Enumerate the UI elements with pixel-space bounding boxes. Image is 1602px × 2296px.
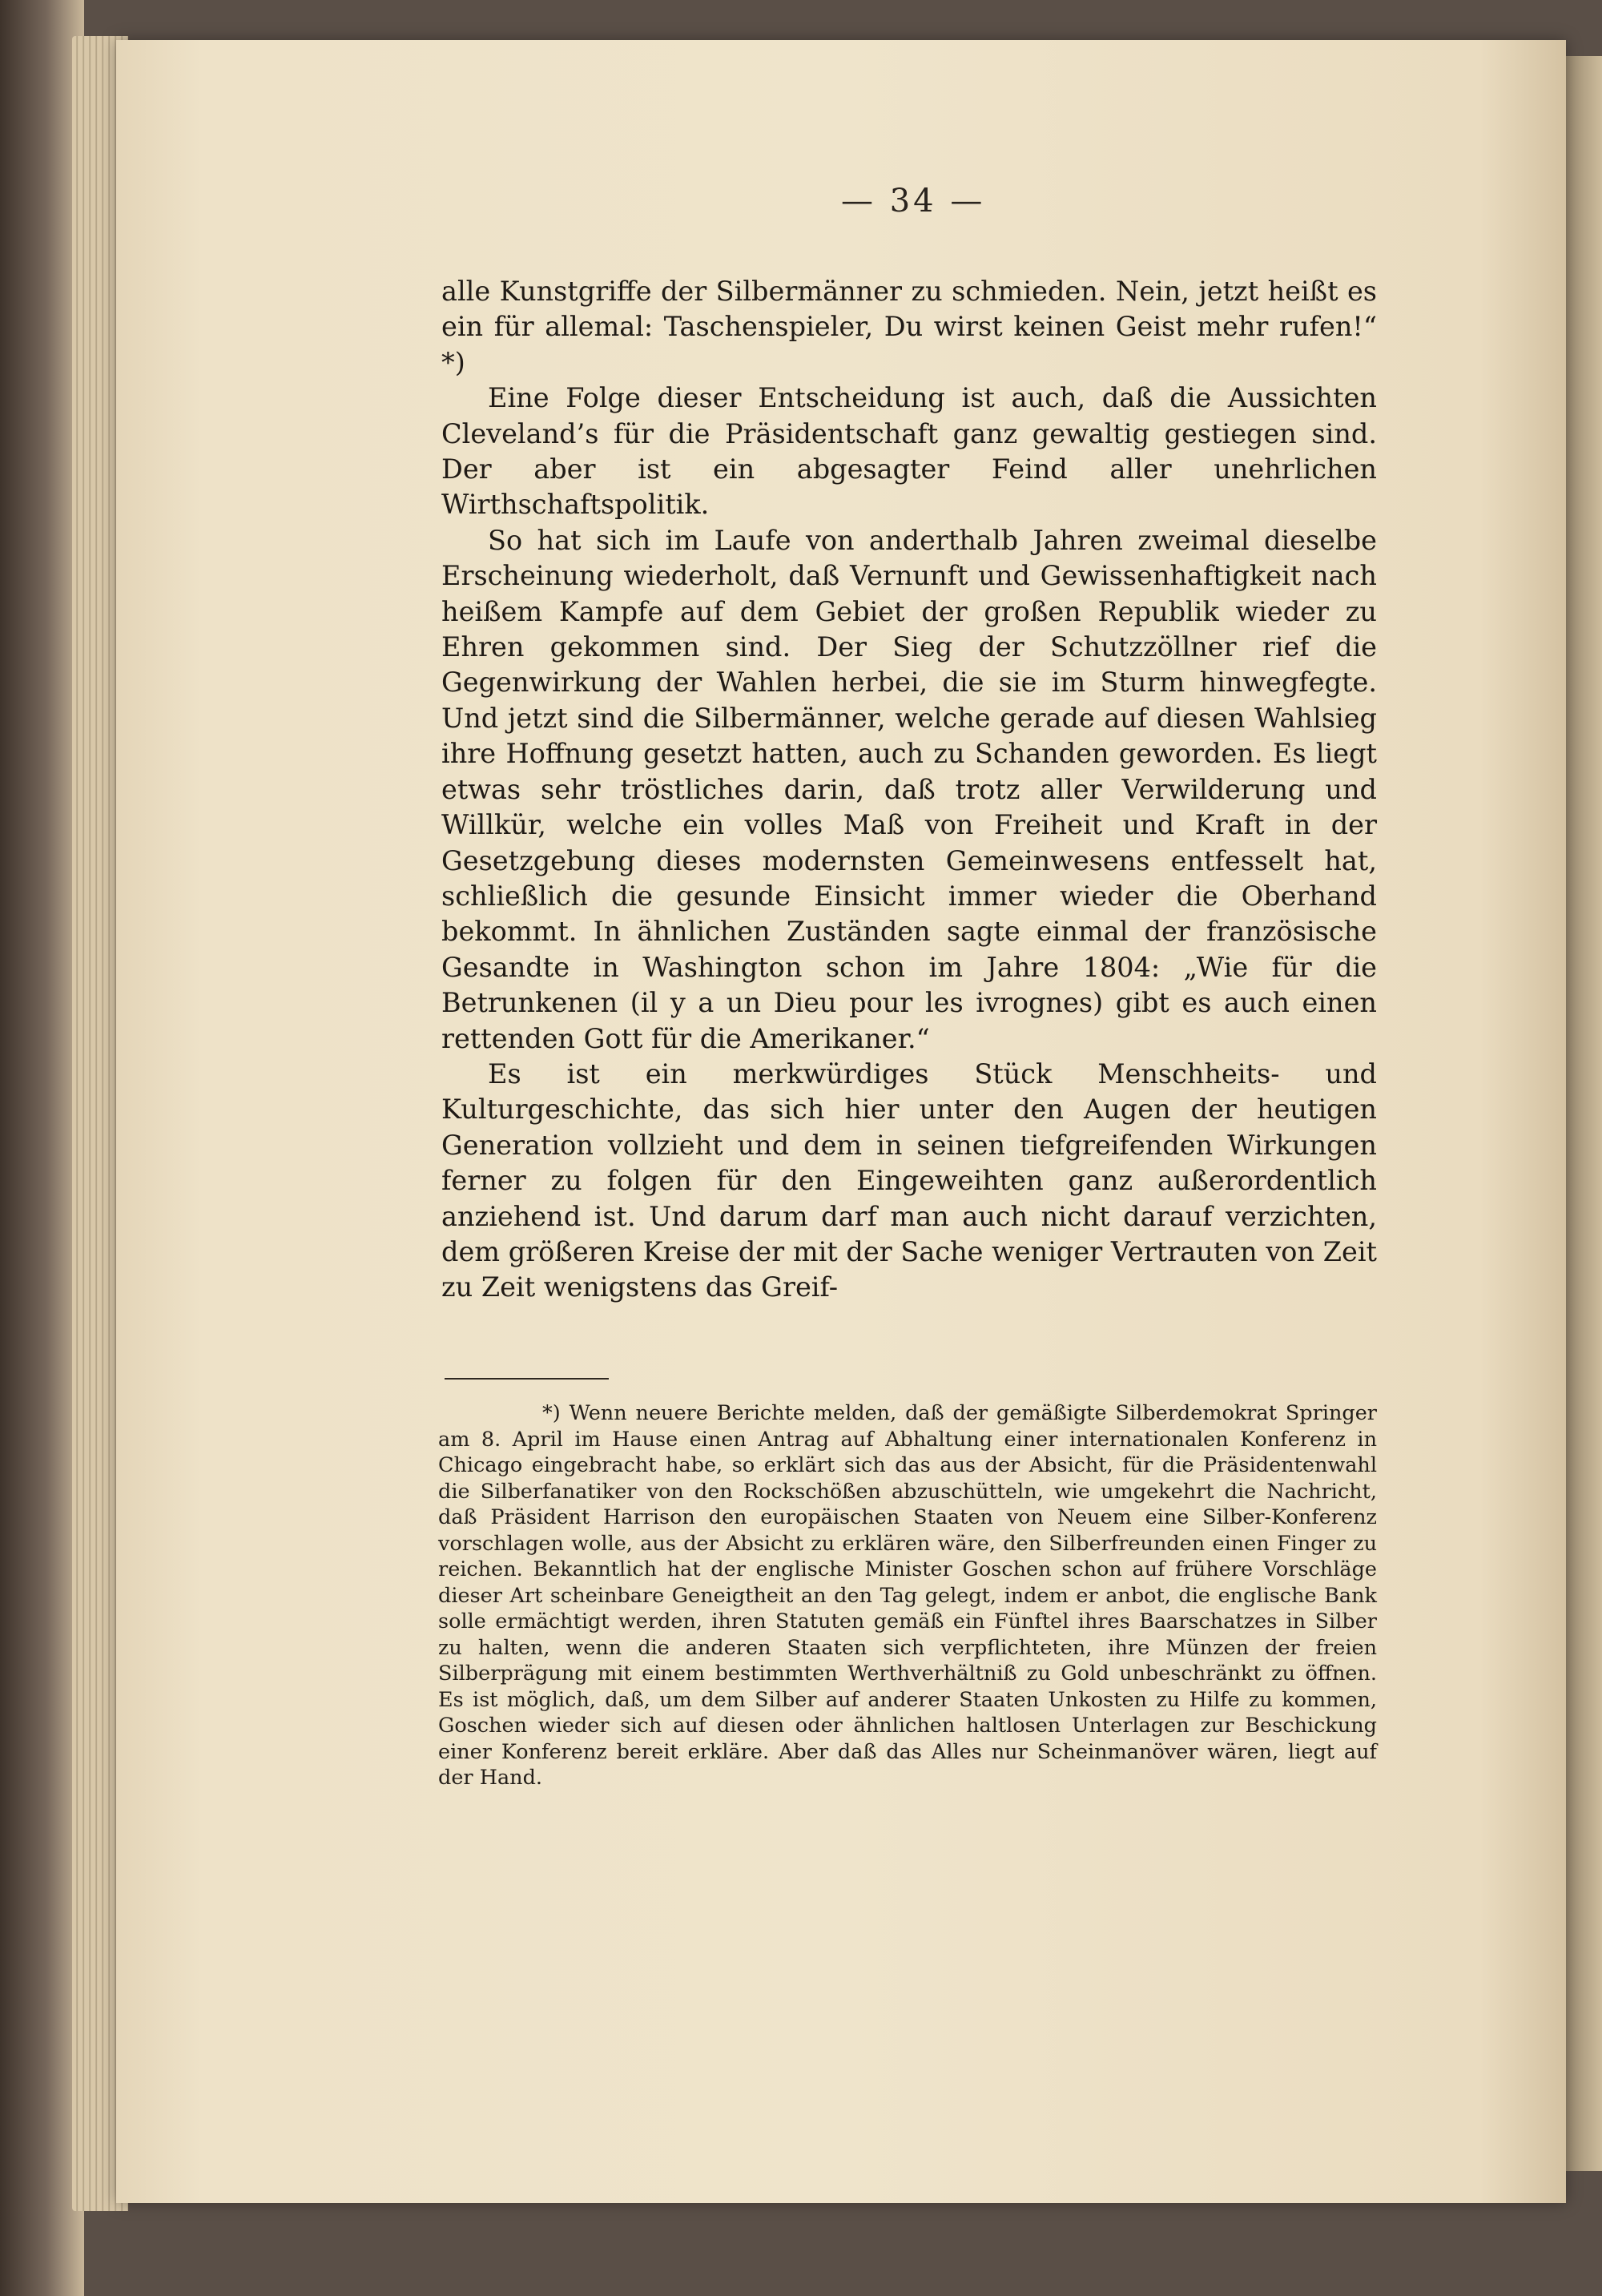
footnote-divider [445, 1378, 609, 1380]
paragraph: So hat sich im Laufe von anderthalb Jahren zweimal dieselbe Erscheinung wiederholt, daß Vernunft und Gewissenhaftigkeit nach heißem Kampfe auf dem Gebiet der großen Republik wieder zu Ehren gekommen sind. Der Sieg der Schutzzöllner rief die Gegenwirkung der Wahlen herbei, die sie im Sturm hinwegfegte. Und jetzt sind die Silbermänner, welche gerade auf diesen Wahlsieg ihre Hoffnung gesetzt hatten, auch zu Schanden geworden. Es liegt etwas sehr tröstliches darin, daß trotz aller Verwilderung und Willkür, welche ein volles Maß von Freiheit und Kraft in der Gesetzgebung dieses modernsten Gemeinwesens entfesselt hat, schließlich die gesunde Einsicht immer wieder die Oberhand bekommt. In ähnlichen Zuständen sagte einmal der französische Gesandte in Washington schon im Jahre 1804: „Wie für die Betrunkenen (il y a un Dieu pour les ivrognes) gibt es auch einen rettenden Gott für die Amerikaner.“ [441, 524, 1377, 1054]
next-page-edge [1566, 56, 1602, 2171]
footnote-text: *) Wenn neuere Berichte melden, daß der gemäßigte Silberdemokrat Springer am 8. April im Hause einen Antrag auf Abhaltung einer internationalen Konferenz in Chicago eingebracht habe, so erklärt sich das aus der Absicht, für die Präsidentenwahl die Silberfanatiker von den Rockschößen abzuschütteln, wie umgekehrt die Nachricht, daß Präsident Harrison den europäischen Staaten von Neuem eine Silber-Konferenz vorschlagen wolle, aus der Absicht zu erklären wäre, den Silberfreunden einen Finger zu reichen. Bekanntlich hat der englische Minister Goschen schon auf frühere Vorschläge dieser Art scheinbare Geneigtheit an den Tag gelegt, indem er anbot, die englische Bank solle ermächtigt werden, ihren Statuten gemäß ein Fünftel ihres Baarschatzes in Silber zu halten, wenn die anderen Staaten sich verpflichteten, ihre Münzen der freien Silberprägung mit einem bestimmten Werthverhältniß zu Gold unbeschränkt zu öffnen. Es ist möglich, daß, um dem Silber auf anderer Staaten Unkosten zu Hilfe zu kommen, Goschen wieder sich auf diesen oder ähnlichen haltlosen Unterlagen zur Beschickung einer Konferenz bereit erkläre. Aber daß das Alles nur Scheinmanöver wären, liegt auf der Hand. [438, 1401, 1377, 1790]
paragraph: Es ist ein merkwürdiges Stück Menschheits- und Kulturgeschichte, das sich hier unter den Augen der heutigen Generation vollzieht und dem in seinen tiefgreifenden Wirkungen ferner zu folgen für den Eingeweihten ganz außerordentlich anziehend ist. Und darum darf man auch nicht darauf verzichten, dem größeren Kreise der mit der Sache weniger Vertrauten von Zeit zu Zeit wenigstens das Greif- [441, 1057, 1377, 1303]
paragraph: Eine Folge dieser Entscheidung ist auch, daß die Aussichten Cleveland’s für die Präsidentschaft ganz gewaltig gestiegen sind. Der aber ist ein abgesagter Feind aller unehrlichen Wirthschaftspolitik. [441, 382, 1377, 521]
paragraph: alle Kunstgriffe der Silbermänner zu schmieden. Nein, jetzt heißt es ein für allemal: Taschenspieler, Du wirst keinen Geist mehr rufen!“ *) [441, 276, 1377, 378]
body-text [441, 274, 1377, 1306]
footnote [438, 1400, 1377, 1791]
page-number: — 34 — [841, 183, 986, 220]
